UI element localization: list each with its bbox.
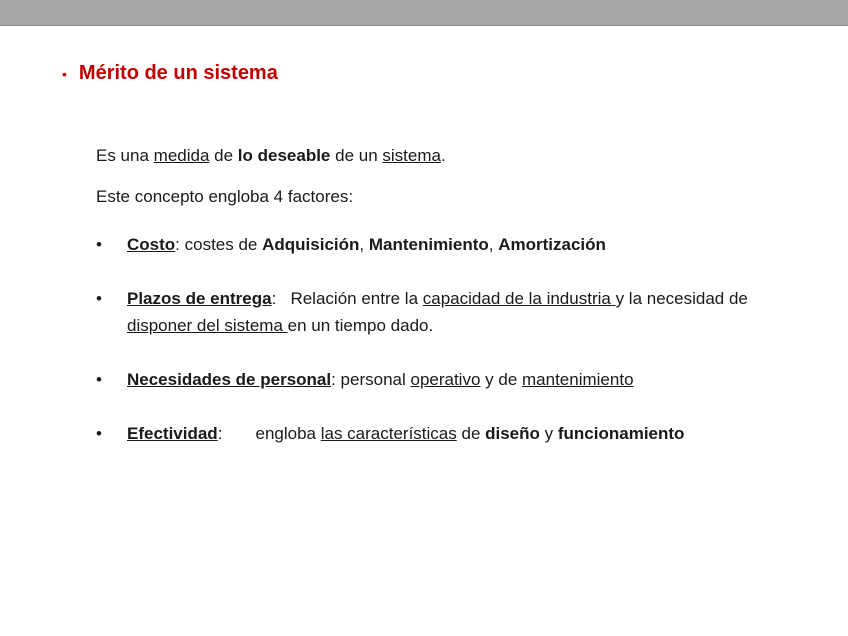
medida-term: medida xyxy=(153,146,210,165)
list-item-text xyxy=(127,420,827,447)
list-item-text xyxy=(127,231,827,258)
list-item-costo xyxy=(96,231,836,258)
sistema-term: sistema xyxy=(382,146,441,165)
plazos-label: Plazos de entrega xyxy=(127,289,272,308)
list-item-efectividad xyxy=(96,420,836,447)
deseable-term: lo deseable xyxy=(237,146,331,165)
item-text: : Relación entre la xyxy=(271,289,423,308)
list-bullet: • xyxy=(96,370,102,389)
item-underlined-term: capacidad de la industria xyxy=(422,289,616,308)
item-text: en un tiempo dado. xyxy=(287,316,434,335)
list-item-text xyxy=(127,366,827,393)
item-underlined-term: mantenimiento xyxy=(522,370,634,389)
concept-paragraph: Este concepto engloba 4 factores: xyxy=(96,187,354,206)
item-bold-term: Mantenimiento xyxy=(368,235,489,254)
list-item-text xyxy=(127,285,827,339)
list-item-plazos xyxy=(96,285,836,339)
list-bullet: • xyxy=(96,424,102,443)
item-bold-term: Adquisición xyxy=(262,235,360,254)
item-underlined-term: las características xyxy=(320,424,457,443)
list-bullet: • xyxy=(96,289,102,308)
costo-label: Costo xyxy=(127,235,176,254)
item-bold-term: funcionamiento xyxy=(557,424,685,443)
item-text: y xyxy=(539,424,558,443)
item-bold-term: Amortización xyxy=(498,235,606,254)
top-bar xyxy=(0,0,848,26)
definition-text: . xyxy=(440,146,446,165)
item-text: : engloba xyxy=(217,424,321,443)
item-text: : costes de xyxy=(175,235,263,254)
heading-bullet: • xyxy=(62,66,67,82)
item-underlined-term: operativo xyxy=(410,370,481,389)
item-text: , xyxy=(359,235,369,254)
item-text: de xyxy=(456,424,486,443)
item-text: y de xyxy=(480,370,523,389)
heading-title: Mérito de un sistema xyxy=(78,62,278,84)
definition-paragraph xyxy=(96,146,446,166)
item-bold-term: diseño xyxy=(485,424,540,443)
necesidades-label: Necesidades de personal xyxy=(127,370,332,389)
definition-text: de un xyxy=(330,146,383,165)
definition-text: de xyxy=(209,146,238,165)
item-text: : personal xyxy=(331,370,411,389)
item-underlined-term: disponer del sistema xyxy=(127,316,288,335)
list-item-necesidades xyxy=(96,366,836,393)
item-text: y la necesidad de xyxy=(615,289,748,308)
slide-heading xyxy=(62,62,278,85)
list-bullet: • xyxy=(96,235,102,254)
efectividad-label: Efectividad xyxy=(127,424,218,443)
definition-text: Es una xyxy=(96,146,154,165)
item-text: , xyxy=(488,235,499,254)
